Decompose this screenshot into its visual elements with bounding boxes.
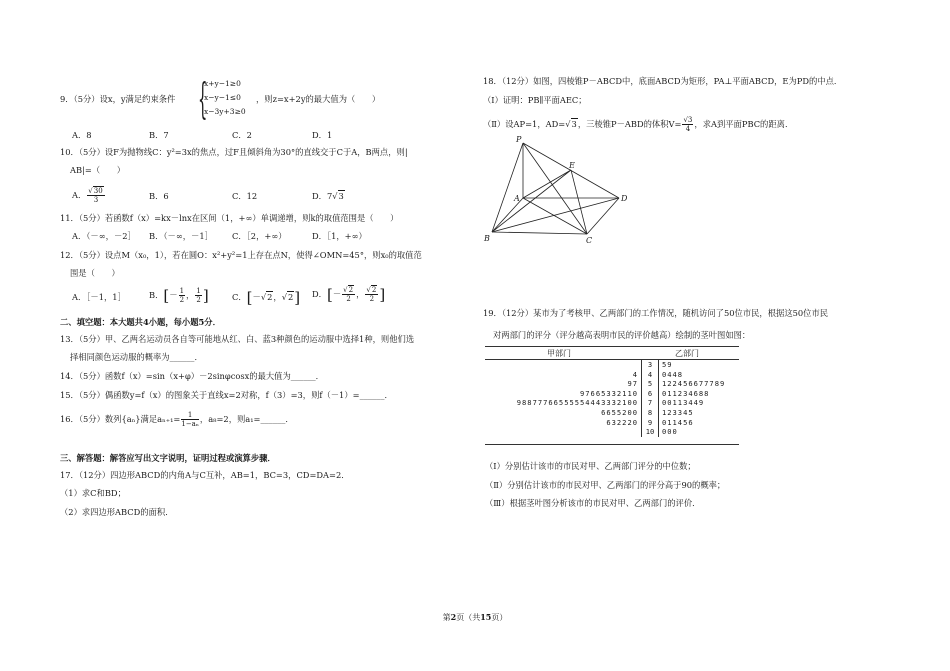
- q17-line-1: 17．（12分）四边形ABCD的内角A与C互补，AB=1，BC=3，CD=DA=2．: [60, 470, 350, 480]
- leaves-right: 122456677789: [662, 379, 726, 389]
- edge-be: [492, 170, 571, 232]
- q12-option-b: B．[－ $\frac{1}{2}$ ， $\frac{1}{2}$ ]: [149, 286, 209, 305]
- stem: 8: [642, 408, 659, 418]
- radicand: 2: [267, 292, 273, 302]
- footer-total-pages: 15: [480, 612, 492, 622]
- leaves-left: [485, 360, 642, 370]
- stem-leaf-header-left: 甲部门: [547, 349, 571, 358]
- minus-sign: －: [169, 290, 178, 300]
- edge-ab: [492, 198, 523, 232]
- stem: 10: [642, 427, 659, 437]
- q18-line-2: （Ⅰ）证明：PB∥平面AEC；: [483, 95, 587, 105]
- leaves-right: 011456: [662, 417, 694, 427]
- leaves-right: 0448: [662, 369, 684, 379]
- edge-pb: [492, 143, 523, 232]
- stem-leaf-plot: [485, 346, 739, 437]
- stem-leaf-row: [485, 360, 739, 370]
- leaves-left: 6655200: [601, 407, 638, 417]
- q10-line-1: 10．（5分）设F为抛物线C：y²=3x的焦点，过F且倾斜角为30°的直线交于C于A，B两点，则|: [60, 147, 408, 157]
- stem: 3: [642, 360, 659, 370]
- half-denominator: 2: [196, 296, 201, 304]
- q18-volume-denominator: 4: [685, 125, 691, 133]
- q18-line-3: （Ⅱ）设AP=1，AD=√3，三棱锥P－ABD的体积V= $\frac{√3}{4}$ ，求A到平面PBC的距离．: [483, 116, 794, 133]
- q12-option-b-label: B．: [149, 290, 164, 300]
- q16-numerator: 1: [181, 411, 199, 420]
- q9-option-c: C．2: [232, 130, 252, 140]
- q14-text: 14．（5分）函数f（x）=sin（x+φ）－2sinφcosx的最大值为______．: [60, 371, 324, 381]
- section-3-heading: 三、解答题：解答应写出文字说明，证明过程或演算步骤．: [60, 453, 276, 463]
- q10-option-a-denominator: 3: [93, 196, 99, 204]
- leaves-right: 00113449: [662, 398, 705, 408]
- q9-constraint-1: x+y−1≥0: [204, 79, 241, 88]
- q13-line-1: 13．（5分）甲、乙两名运动员各自等可能地从红、白、蓝3种颜色的运动服中选择1种，则他们选: [60, 334, 415, 344]
- stem-leaf-header: [485, 346, 739, 360]
- stem-leaf-row: [485, 379, 739, 389]
- q11-option-a: A．（－∞，－2］: [72, 231, 136, 241]
- q16-fraction: [181, 411, 199, 428]
- q18-line-1: 18．（12分）如图，四棱锥P－ABCD中，底面ABCD为矩形，PA⊥平面ABCD，E为PD的中点．: [483, 76, 843, 86]
- comma: ，: [273, 292, 282, 302]
- root2-half-fraction: $\frac{√2}{2}$: [366, 286, 377, 303]
- q9-lead: 9．（5分）设x，y满足约束条件: [60, 94, 176, 104]
- q12-option-c-label: C．: [232, 292, 247, 302]
- edge-ec: [571, 170, 587, 234]
- q10-option-d: D．7√3: [312, 191, 344, 201]
- leaves-left: 98877766555554443332100: [516, 398, 638, 408]
- edge-ac: [523, 198, 587, 234]
- half-fraction: [195, 287, 201, 304]
- stem-leaf-header-right: 乙部门: [675, 349, 699, 358]
- label-a: A: [514, 194, 520, 203]
- leaves-right: 000: [662, 427, 678, 437]
- label-e: E: [569, 161, 575, 170]
- footer-post: 页）: [491, 613, 508, 622]
- edge-bc: [492, 232, 587, 234]
- q18-ad-radicand: 3: [571, 119, 577, 129]
- stem: 6: [642, 389, 659, 399]
- section-2-heading: 二、填空题：本大题共4小题，每小题5分．: [60, 317, 221, 327]
- q19-line-1: 19．（12分）某市为了考核甲、乙两部门的工作情况，随机访问了50位市民，根据这50位市民: [483, 308, 829, 318]
- stem-leaf-row: [485, 398, 739, 408]
- q16-lead: 16．（5分）数列{aₙ}满足aₙ₊₁=: [60, 414, 181, 424]
- leaves-right: 123345: [662, 407, 694, 417]
- stem-leaf-row: [485, 418, 739, 428]
- q10-option-d-radicand: 3: [338, 191, 344, 201]
- leaves-right: 011234688: [662, 388, 710, 398]
- footer-page-number: 2: [450, 612, 457, 622]
- leaves-left: 4: [632, 369, 638, 379]
- q10-line-2: AB|=（ ）: [70, 165, 126, 175]
- q17-line-2: （1）求C和BD；: [60, 488, 126, 498]
- edge-pc: [523, 143, 587, 234]
- q11-option-c: C．［2，+∞）: [232, 231, 287, 241]
- label-p: P: [516, 135, 522, 144]
- q10-option-a-label: A．: [72, 190, 87, 200]
- q9-brace: {: [198, 74, 208, 123]
- q19-part-3: （Ⅲ）根据茎叶图分析该市的市民对甲、乙两部门的评价．: [485, 498, 701, 508]
- half-denominator: 2: [179, 296, 185, 304]
- stem-leaf-bottom-rule: [485, 444, 739, 445]
- stem: 9: [642, 418, 659, 428]
- q9-tail: ，则z=x+2y的最大值为（ ）: [256, 94, 381, 104]
- minus-sign: －: [252, 292, 261, 302]
- stem: 5: [642, 379, 659, 389]
- q12-option-a: A．［－1，1］: [72, 292, 126, 302]
- q10-option-a: [72, 187, 106, 204]
- q12-option-d-label: D．: [312, 289, 327, 299]
- q19-line-2: 对两部门的评分（评分越高表明市民的评价越高）绘制的茎叶图如图：: [493, 330, 751, 340]
- denominator: 2: [346, 295, 351, 303]
- edge-bd: [492, 198, 619, 232]
- q10-option-d-label: D．7: [312, 191, 333, 201]
- denominator: 2: [369, 295, 375, 303]
- pyramid-figure: [483, 132, 643, 247]
- minus-sign: －: [332, 289, 342, 299]
- q19-part-1: （Ⅰ）分别估计该市的市民对甲、乙两部门评分的中位数；: [485, 461, 696, 471]
- half-numerator: 1: [196, 287, 201, 295]
- edge-ae: [523, 170, 571, 198]
- q18-line-3-c: ，求A到平面PBC的距离．: [694, 119, 794, 129]
- edge-cd: [587, 198, 619, 234]
- q12-line-2: 围是（ ）: [70, 268, 120, 278]
- comma: ，: [356, 289, 365, 299]
- leaves-left: 632220: [606, 417, 638, 427]
- page-footer: [0, 612, 950, 623]
- stem-leaf-row: [485, 427, 739, 437]
- q12-line-1: 12．（5分）设点M（x₀，1），若在圆O：x²+y²=1上存在点N，使得∠OMN=45°，则x₀的取值范: [60, 250, 422, 260]
- footer-mid: 页（共: [456, 613, 481, 622]
- q17-line-3: （2）求四边形ABCD的面积．: [60, 507, 174, 517]
- q12-option-d: D．[－ $\frac{√2}{2}$ ， $\frac{√2}{2}$ ]: [312, 285, 386, 304]
- q9-option-d: D．1: [312, 130, 333, 140]
- q13-line-2: 择相同颜色运动服的概率为______．: [70, 352, 203, 362]
- leaves-right: 59: [662, 360, 673, 369]
- label-c: C: [586, 236, 593, 245]
- q9-constraint-3: x−3y+3≥0: [204, 107, 246, 116]
- q16-denominator: 1−aₙ: [181, 420, 199, 428]
- q15-text: 15．（5分）偶函数y=f（x）的图象关于直线x=2对称，f（3）=3，则f（－1）=______．: [60, 390, 393, 400]
- root2-half-fraction: $\frac{√2}{2}$: [343, 286, 354, 303]
- half-numerator: 1: [179, 287, 185, 295]
- q16-tail: ，a₈=2，则a₁=______．: [199, 414, 294, 424]
- half-fraction: [179, 287, 185, 304]
- q10-option-a-fraction: $\frac{√30}{3}$: [88, 187, 103, 204]
- footer-pre: 第: [442, 613, 451, 622]
- leaves-left: 97: [627, 379, 638, 389]
- stem-leaf-row: [485, 408, 739, 418]
- radicand: 2: [288, 292, 294, 302]
- q9-option-b: B．7: [149, 130, 169, 140]
- radicand: 2: [348, 286, 354, 294]
- stem-leaf-row: [485, 370, 739, 380]
- q10-option-c: C．12: [232, 191, 258, 201]
- q11-option-b: B．（－∞，－1］: [149, 231, 213, 241]
- q10-option-a-numerator: 30: [93, 187, 103, 195]
- q18-line-3-a: （Ⅱ）设AP=1，AD=: [483, 119, 566, 129]
- q11-option-d: D．［1，+∞）: [312, 231, 367, 241]
- label-b: B: [484, 234, 490, 243]
- leaves-left: 97665332110: [580, 388, 638, 398]
- stem-leaf-row: [485, 389, 739, 399]
- label-d: D: [621, 194, 628, 203]
- stem: 4: [642, 370, 659, 380]
- q18-volume-fraction: [682, 116, 693, 133]
- stem-leaf-table: [485, 360, 739, 437]
- q18-volume-numerator: √3: [683, 116, 693, 124]
- q10-option-b: B．6: [149, 191, 169, 201]
- q9-constraint-2: x−y−1≤0: [204, 93, 241, 102]
- radicand: 2: [371, 286, 377, 294]
- leaves-left: [485, 427, 642, 437]
- q18-line-3-b: ，三棱锥P－ABD的体积V=: [577, 119, 682, 129]
- q11-text: 11．（5分）若函数f（x）=kx－lnx在区间（1，+∞）单调递增，则k的取值范围是（ ）: [60, 213, 399, 223]
- q19-part-2: （Ⅱ）分别估计该市的市民对甲、乙两部门的评分高于90的概率；: [485, 480, 726, 490]
- q12-option-c: C．[－√2，√2]: [232, 288, 301, 307]
- q9-option-a: A．8: [72, 130, 92, 140]
- q16-text: [60, 411, 294, 428]
- comma: ，: [186, 290, 195, 300]
- stem: 7: [642, 398, 659, 408]
